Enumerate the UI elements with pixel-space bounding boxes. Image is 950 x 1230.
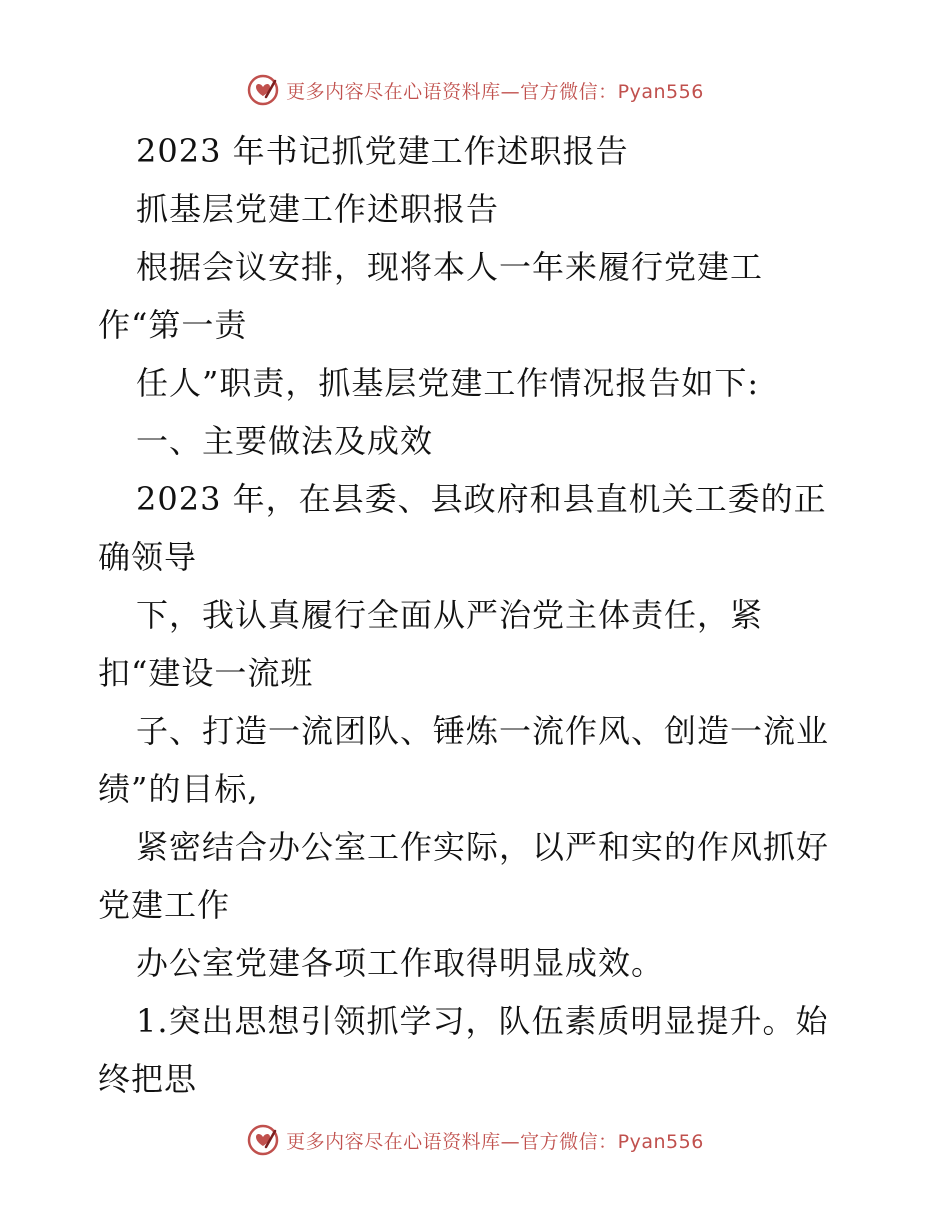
doc-line: 绩”的目标, xyxy=(98,770,259,808)
doc-line: 作“第一责 xyxy=(98,306,248,344)
heart-pen-logo-icon xyxy=(246,1123,280,1157)
doc-line: 确领导 xyxy=(98,538,198,576)
watermark-footer xyxy=(0,1120,950,1160)
doc-subtitle: 抓基层党建工作述职报告 xyxy=(136,190,500,228)
doc-line: 扣“建设一流班 xyxy=(98,654,314,692)
doc-line: 根据会议安排，现将本人一年来履行党建工 xyxy=(136,248,764,286)
doc-line: 2023 年，在县委、县政府和县直机关工委的正 xyxy=(136,480,827,518)
doc-line: 1.突出思想引领抓学习，队伍素质明显提升。始 xyxy=(136,1002,829,1040)
watermark-header xyxy=(0,70,950,110)
doc-line: 终把思 xyxy=(98,1060,198,1098)
doc-title: 2023 年书记抓党建工作述职报告 xyxy=(136,132,629,170)
doc-line: 下，我认真履行全面从严治党主体责任，紧 xyxy=(136,596,764,634)
doc-line: 党建工作 xyxy=(98,886,231,924)
doc-line: 紧密结合办公室工作实际，以严和实的作风抓好 xyxy=(136,828,830,866)
document-body xyxy=(98,122,858,1108)
section-heading: 一、主要做法及成效 xyxy=(136,422,434,460)
heart-pen-logo-icon xyxy=(246,73,280,107)
doc-line: 任人”职责，抓基层党建工作情况报告如下: xyxy=(136,364,760,402)
watermark-text: 更多内容尽在心语资料库—官方微信：Pyan556 xyxy=(286,1130,704,1153)
doc-line: 子、打造一流团队、锤炼一流作风、创造一流业 xyxy=(136,712,830,750)
doc-line: 办公室党建各项工作取得明显成效。 xyxy=(136,944,665,982)
watermark-text: 更多内容尽在心语资料库—官方微信：Pyan556 xyxy=(286,80,704,103)
